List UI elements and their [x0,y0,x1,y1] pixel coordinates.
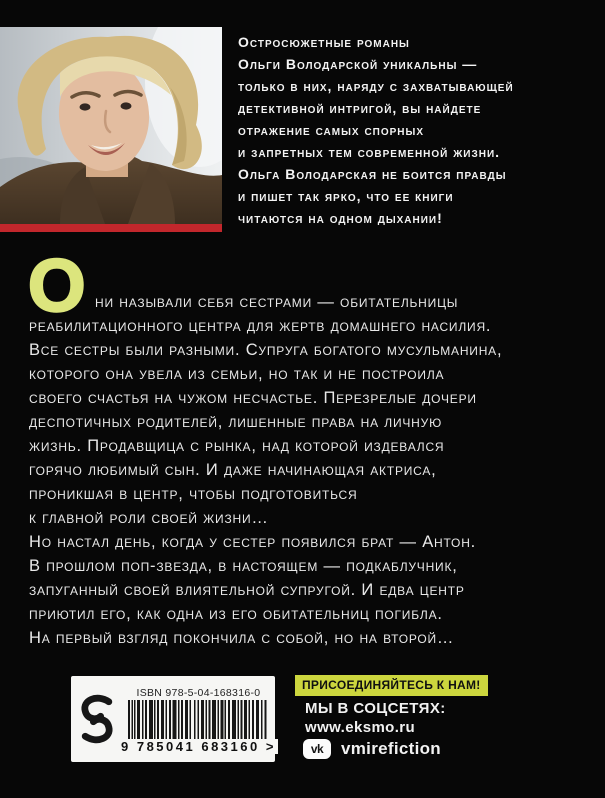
synopsis-line: На первый взгляд покончила с собой, но на второй… [29,629,455,647]
social-handle: vmirefiction [341,739,441,758]
blurb-line: Ольга Володарская не боится правды [238,166,507,182]
drop-cap-letter: О [28,244,86,327]
social-heading: МЫ В СОЦСЕТЯХ: [305,700,446,717]
synopsis-line: проникшая в центр, чтобы подготовиться [29,485,358,503]
synopsis-line: Но настал день, когда у сестер появился брат — Антон. [29,533,477,551]
synopsis-line: запуганный своей влиятельной супругой. И едва центр [29,581,465,599]
join-us-badge: ПРИСОЕДИНЯЙТЕСЬ К НАМ! [295,675,488,696]
vk-icon [303,739,331,759]
synopsis-line: приютил его, как одна из его обитательниц погибла. [29,605,443,623]
synopsis-line: В прошлом поп-звезда, в настоящем — подкаблучник, [29,557,458,575]
publisher-website: www.eksmo.ru [305,719,416,736]
synopsis-line: деспотичных родителей, лишенные права на личную [29,413,442,431]
synopsis-text [29,290,502,650]
vk-social-row [303,739,441,759]
synopsis-line: ни называли себя сестрами — обитательницы [95,293,459,311]
red-accent-bar [0,224,222,232]
blurb-line: Ольги Володарской уникальны — [238,56,478,72]
blurb-line: и запретных тем современной жизни. [238,144,501,160]
isbn-label: ISBN 978-5-04-168316-0 [136,687,261,699]
isbn-barcode-panel [71,676,275,762]
synopsis-line: жизнь. Продавщица с рынка, над которой издевался [29,437,445,455]
author-portrait-illustration [0,27,222,224]
author-blurb [238,31,514,229]
blurb-line: детективной интригой, вы найдете [238,100,482,116]
barcode-column [119,684,284,754]
synopsis-line: своего счастья на чужом несчастье. Перезрелые дочери [29,389,477,407]
author-portrait-photo [0,27,222,224]
synopsis-line: горячо любимый сын. И даже начинающая актриса, [29,461,437,479]
vk-icon-label: vk [310,742,324,756]
eksmo-swirl-logo-icon [71,692,119,746]
synopsis-line: Все сестры были разными. Супруга богатого мусульманина, [29,341,503,359]
blurb-line: Остросюжетные романы [238,34,410,50]
synopsis-line: к главной роли своей жизни… [29,509,269,527]
barcode-digits: 9 785041 683160 > [121,739,276,754]
blurb-line: и пишет так ярко, что ее книги [238,188,454,204]
blurb-line: только в них, наряду с захватывающей [238,78,514,94]
synopsis-line: которого она увела из семьи, но так и не построила [29,365,445,383]
synopsis-line: реабилитационного центра для жертв домашнего насилия. [29,317,492,335]
blurb-line: читаются на одном дыхании! [238,210,443,226]
blurb-line: отражение самых спорных [238,122,424,138]
